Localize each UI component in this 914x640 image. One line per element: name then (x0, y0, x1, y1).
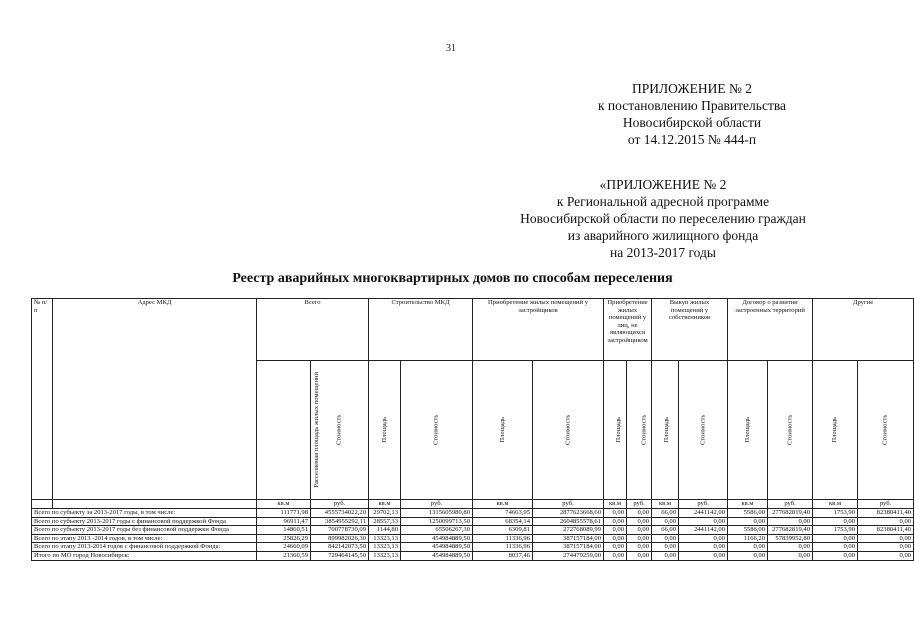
unit-cell: кв.м (257, 500, 311, 509)
row-value: 1315605980,80 (401, 509, 473, 518)
row-value: 454984889,50 (401, 551, 473, 560)
row-value: 0,00 (813, 551, 858, 560)
unit-cell (32, 500, 53, 509)
program-line: к Региональной адресной программе (556, 194, 770, 209)
row-value: 4555734022,20 (311, 509, 369, 518)
row-value: 82380411,40 (858, 509, 914, 518)
row-value: 0,00 (679, 551, 728, 560)
row-value: 1250099713,50 (401, 517, 473, 526)
program-appendix-heading (468, 176, 858, 261)
row-value: 0,00 (728, 543, 768, 552)
row-value: 0,00 (679, 534, 728, 543)
row-value: 13323,13 (369, 543, 401, 552)
row-value: 387157184,00 (533, 534, 604, 543)
row-value: 0,00 (813, 534, 858, 543)
row-value: 0,00 (858, 517, 914, 526)
row-value: 0,00 (627, 551, 652, 560)
row-value: 5586,00 (728, 509, 768, 518)
header-num: № п/п (32, 299, 53, 500)
row-value: 13323,13 (369, 551, 401, 560)
appendix-heading (542, 80, 842, 148)
row-value: 0,00 (604, 526, 627, 535)
row-value: 272768089,99 (533, 526, 604, 535)
subheader-cost: Стоимость (768, 361, 813, 500)
page-number: 31 (446, 43, 456, 54)
row-value: 24660,09 (257, 543, 311, 552)
appendix-line: от 14.12.2015 № 444-п (627, 132, 757, 147)
header-total: Всего (257, 299, 369, 361)
appendix-line: ПРИЛОЖЕНИЕ № 2 (631, 81, 753, 96)
appendix-line: к постановлению Правительства (597, 98, 787, 113)
row-value: 82380411,40 (858, 526, 914, 535)
table-row (32, 534, 914, 543)
row-value: 0,00 (768, 543, 813, 552)
appendix-line: Новосибирской области (622, 115, 762, 130)
row-value: 2877623668,60 (533, 509, 604, 518)
row-value: 454984889,50 (401, 543, 473, 552)
row-value: 729464145,50 (311, 551, 369, 560)
unit-cell: кв.м (652, 500, 679, 509)
registry-table (31, 298, 914, 561)
row-value: 57839952,80 (768, 534, 813, 543)
row-value: 6309,81 (473, 526, 533, 535)
row-value: 29702,13 (369, 509, 401, 518)
table-row (32, 517, 914, 526)
header-dev-agreement: Договор о развитии застроенных территорий (728, 299, 813, 361)
row-value: 700778730,09 (311, 526, 369, 535)
row-value: 65506267,30 (401, 526, 473, 535)
row-label: Всего по этапу 2013 -2014 годов, в том числе: (32, 534, 257, 543)
units-row (32, 500, 914, 509)
program-line: «ПРИЛОЖЕНИЕ № 2 (599, 177, 727, 192)
unit-cell: руб. (768, 500, 813, 509)
header-address: Адрес МКД (53, 299, 257, 500)
row-value: 2441142,00 (679, 526, 728, 535)
table-row (32, 509, 914, 518)
row-value: 0,00 (604, 509, 627, 518)
row-value: 3854955292,11 (311, 517, 369, 526)
row-value: 1166,20 (728, 534, 768, 543)
row-value: 0,00 (652, 517, 679, 526)
row-value: 1144,80 (369, 526, 401, 535)
subheader-area: Площадь (728, 361, 768, 500)
unit-cell: руб. (858, 500, 914, 509)
row-value: 68354,14 (473, 517, 533, 526)
row-value: 0,00 (627, 526, 652, 535)
row-value: 0,00 (728, 551, 768, 560)
row-value: 0,00 (728, 517, 768, 526)
unit-cell: кв.м (369, 500, 401, 509)
row-value: 96911,47 (257, 517, 311, 526)
row-value: 274479259,00 (533, 551, 604, 560)
document-title: Реестр аварийных многоквартирных домов по способам переселения (232, 271, 673, 286)
row-value: 66,00 (652, 509, 679, 518)
row-value: 25826,29 (257, 534, 311, 543)
unit-cell: кв.м (728, 500, 768, 509)
row-value: 277682819,40 (768, 526, 813, 535)
row-label: Всего по субъекту 2013-2017 годы с финансовой поддержкой Фонда (32, 517, 257, 526)
row-value: 0,00 (652, 534, 679, 543)
row-value: 13323,13 (369, 534, 401, 543)
subheader-area: Площадь (369, 361, 401, 500)
unit-cell: кв.м (813, 500, 858, 509)
row-value: 899982026,30 (311, 534, 369, 543)
program-line: на 2013-2017 годы (610, 245, 716, 260)
row-value: 28557,33 (369, 517, 401, 526)
unit-cell: руб. (627, 500, 652, 509)
subheader-cost: Стоимость (858, 361, 914, 500)
row-label: Итого по МО город Новосибирск: (32, 551, 257, 560)
row-value: 0,00 (627, 534, 652, 543)
row-value: 11336,96 (473, 534, 533, 543)
row-value: 0,00 (813, 517, 858, 526)
header-buyout: Выкуп жилых помещений у собственников (652, 299, 728, 361)
subheader-area: Площадь (604, 361, 627, 500)
row-value: 0,00 (652, 543, 679, 552)
row-value: 0,00 (604, 551, 627, 560)
row-value: 0,00 (858, 551, 914, 560)
row-value: 0,00 (652, 551, 679, 560)
unit-cell (53, 500, 257, 509)
subheader-area: Площадь (813, 361, 858, 500)
row-value: 1753,90 (813, 526, 858, 535)
header-purchase-other: Приобретение жилых помещений у лиц, не являющихся застройщиком (604, 299, 652, 361)
row-value: 0,00 (768, 517, 813, 526)
row-value: 0,00 (858, 534, 914, 543)
program-line: Новосибирской области по переселению граждан (520, 211, 806, 226)
row-value: 0,00 (679, 543, 728, 552)
row-label: Всего по субъекту 2013-2017 годы без финансовой поддержки Фонда (32, 526, 257, 535)
row-value: 842142073,50 (311, 543, 369, 552)
row-value: 8037,46 (473, 551, 533, 560)
row-value: 11336,96 (473, 543, 533, 552)
table-row (32, 543, 914, 552)
header-other: Другие (813, 299, 914, 361)
subheader-cost: Стоимость (401, 361, 473, 500)
header-purchase-dev: Приобретение жилых помещений у застройщиков (473, 299, 604, 361)
row-value: 66,00 (652, 526, 679, 535)
row-value: 111771,98 (257, 509, 311, 518)
table-row (32, 526, 914, 535)
unit-cell: руб. (679, 500, 728, 509)
row-value: 21360,59 (257, 551, 311, 560)
row-value: 0,00 (604, 517, 627, 526)
table-row (32, 551, 914, 560)
subheader-cost: Стоимость (627, 361, 652, 500)
row-value: 454984889,50 (401, 534, 473, 543)
unit-cell: руб. (533, 500, 604, 509)
subheader-resettled-area: Расселяемая площадь жилых помещений (257, 361, 311, 500)
subheader-cost: Стоимость (533, 361, 604, 500)
row-value: 1753,90 (813, 509, 858, 518)
row-value: 14860,51 (257, 526, 311, 535)
row-label: Всего по субъекту за 2013-2017 годы, в том числе: (32, 509, 257, 518)
row-label: Всего по этапу 2013-2014 годов с финансовой поддержкой Фонда: (32, 543, 257, 552)
row-value: 0,00 (627, 543, 652, 552)
subheader-area: Площадь (473, 361, 533, 500)
row-value: 0,00 (604, 534, 627, 543)
program-line: из аварийного жилищного фонда (567, 228, 759, 243)
row-value: 0,00 (679, 517, 728, 526)
unit-cell: руб. (401, 500, 473, 509)
row-value: 0,00 (858, 543, 914, 552)
row-value: 277682819,40 (768, 509, 813, 518)
table-body (32, 509, 914, 561)
unit-cell: руб. (311, 500, 369, 509)
row-value: 5586,00 (728, 526, 768, 535)
row-value: 0,00 (813, 543, 858, 552)
unit-cell: кв.м (473, 500, 533, 509)
header-construction: Строительство МКД (369, 299, 473, 361)
row-value: 74663,95 (473, 509, 533, 518)
row-value: 2441142,00 (679, 509, 728, 518)
table-header-row (32, 299, 914, 361)
row-value: 0,00 (768, 551, 813, 560)
row-value: 0,00 (627, 509, 652, 518)
subheader-area: Площадь (652, 361, 679, 500)
row-value: 0,00 (604, 543, 627, 552)
subheader-cost: Стоимость (311, 361, 369, 500)
subheader-cost: Стоимость (679, 361, 728, 500)
row-value: 2604855578,61 (533, 517, 604, 526)
unit-cell: кв.м (604, 500, 627, 509)
row-value: 0,00 (627, 517, 652, 526)
row-value: 387157184,00 (533, 543, 604, 552)
